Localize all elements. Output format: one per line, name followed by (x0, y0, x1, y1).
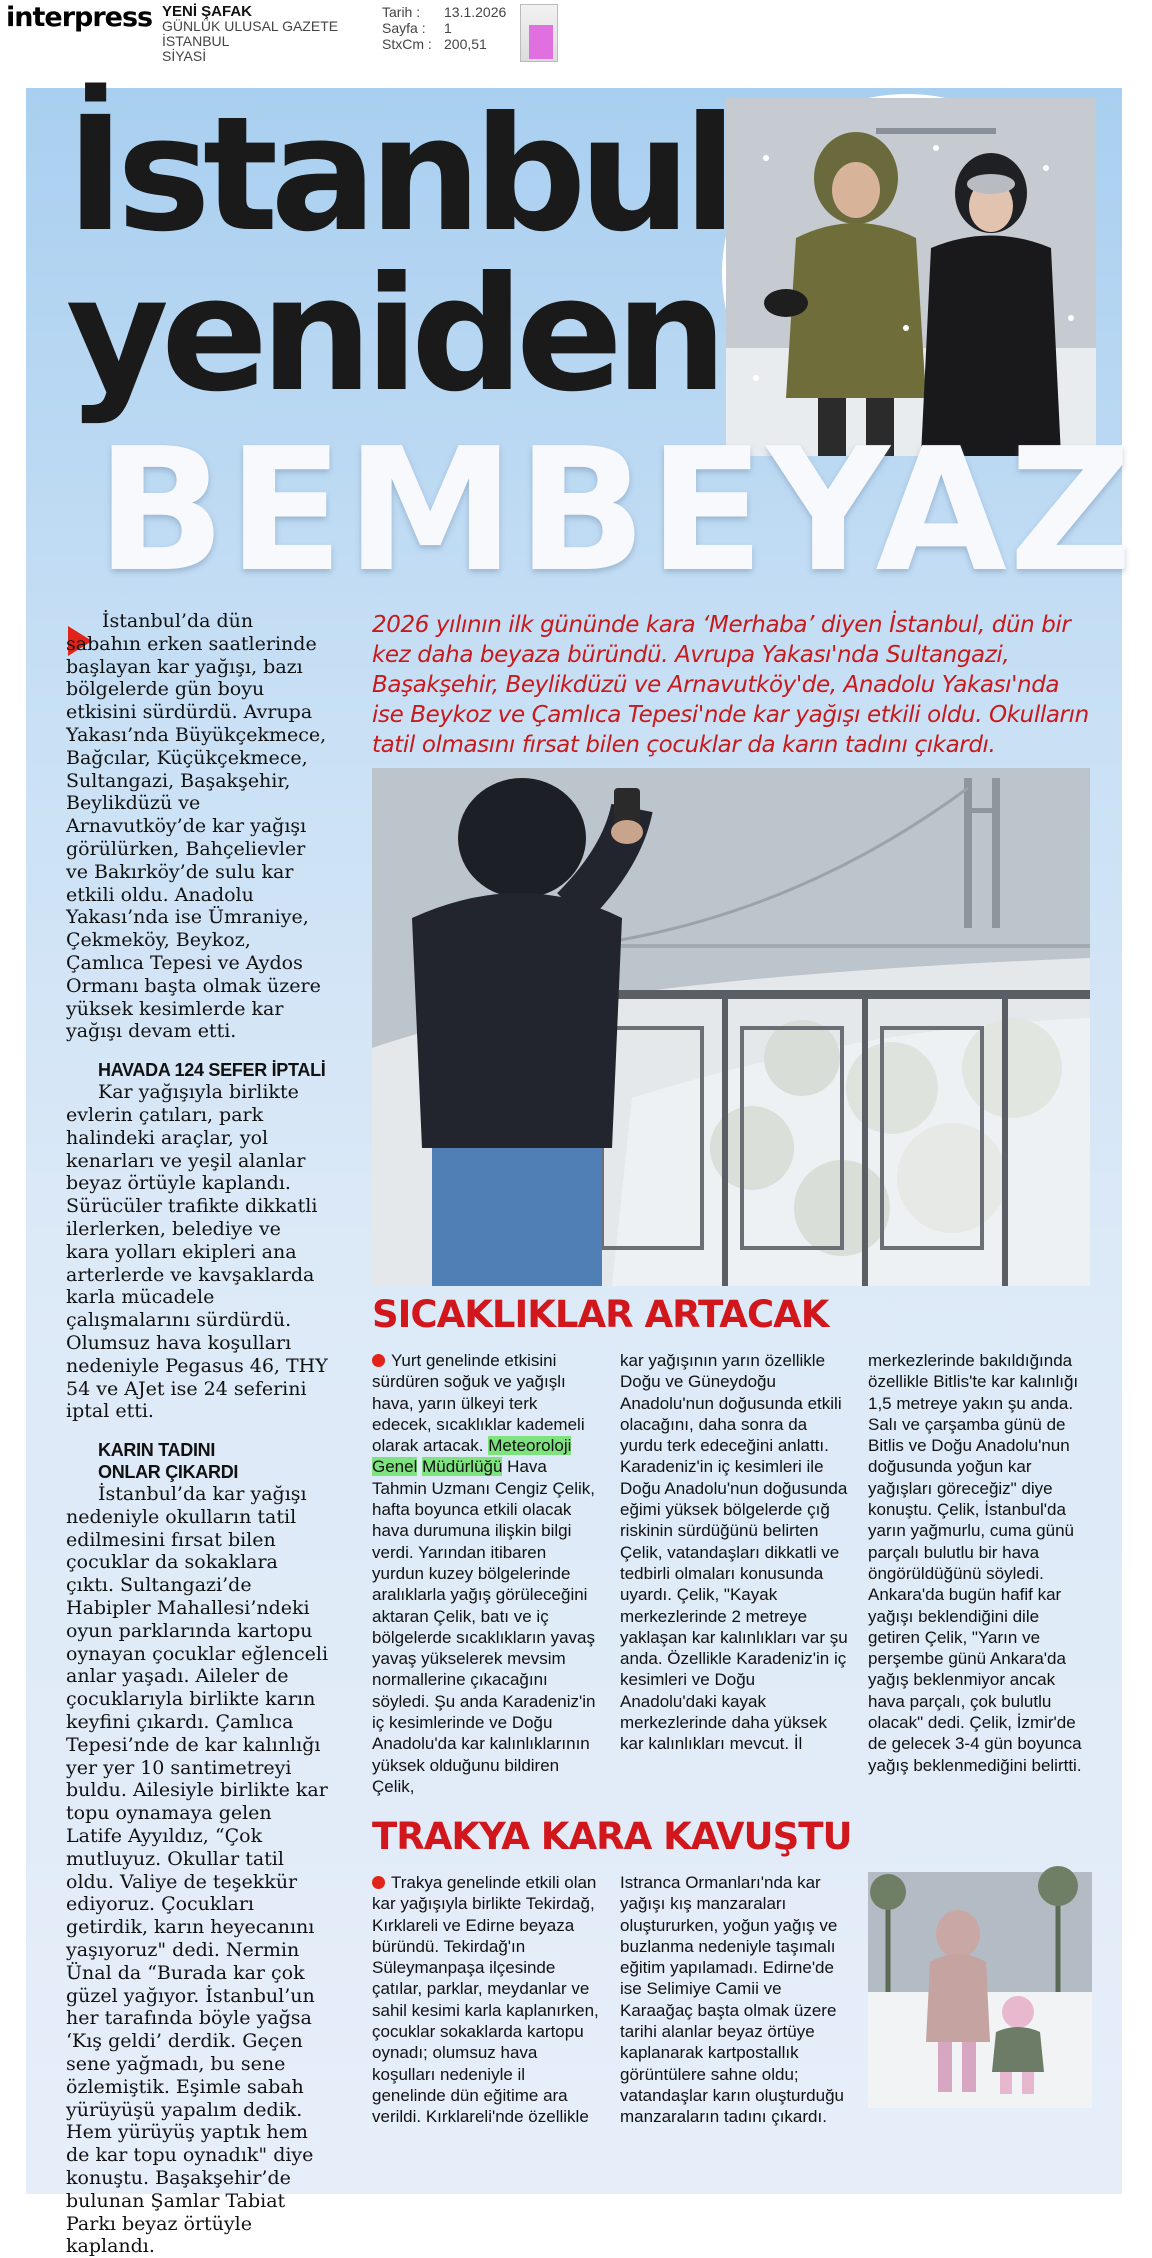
meta-stxcm-row (382, 36, 506, 52)
meta-page-row (382, 20, 506, 36)
mother-child-illustration (868, 1872, 1092, 2108)
publication-category: SİYASİ (162, 48, 207, 64)
bullet-dot-icon (372, 1354, 385, 1367)
subheading-children (98, 1439, 330, 1483)
meta-page-label: Sayfa : (382, 20, 426, 36)
paragraph-children: İstanbul’da kar yağışı nedeniyle okulların tatil edilmesini fırsat bilen çocuklar da sokaklara çıktı. Sultangazi’de Habipler Mahallesi’ndeki oyun parklarında kartopu oynayan çocuklar eğlenceli anlar yaşadı. Aileler de çocuklarıyla birlikte karın keyfini çıkardı. Çamlıca Tepesi’nde de kar kalınlığı yer yer 10 santimetreyi buldu. Ailesiyle birlikte kar topu oynamaya gelen Latife Ayyıldız, “Çok mutluyuz. Okullar tatil oldu. Valiye de teşekkür ediyoruz. Çocukları getirdik, karın heyecanını yaşıyoruz" dedi. Nermin Ünal da “Burada kar çok güzel yağıyor. İstanbul’un her tarafında böyle yağsa ‘Kış geldi’ derdik. Geçen sene yağmadı, bu sene özlemiştik. Eşimle sabah yürüyüşü yapalım dedik. Hem yürüyüş yaptık hem de kar topu oynadık" diye konuştu. Başakşehir’de bulunan Şamlar Tabiat Parkı beyaz örtüyle kaplandı. (66, 1483, 329, 2258)
clipping-meta (382, 4, 506, 52)
publication-city: İSTANBUL (162, 33, 230, 49)
page-thumbnail[interactable] (520, 4, 558, 62)
meta-stxcm-label: StxCm : (382, 36, 432, 52)
paragraph-flights: Kar yağışıyla birlikte evlerin çatıları, park halindeki araçlar, yol kenarları ve yeşil alanlar beyaz örtüyle kaplandı. Sürücüler trafikte dikkatli ilerlerken, belediye ve kara yolları ekipleri ana arterlerde ve kavşaklarda karla mücadele çalışmalarını sürdürdü. Olumsuz hava koşulları nedeniyle Pegasus 46, THY 54 ve AJet ise 24 seferini iptal etti. (66, 1081, 328, 1423)
meta-date-label: Tarih : (382, 4, 421, 20)
meta-date-row (382, 4, 506, 20)
headline-line-3: BEMBEYAZ (96, 412, 1135, 610)
publication-block (162, 4, 338, 64)
subheading-flight-cancellations: HAVADA 124 SEFER İPTALİ (98, 1060, 326, 1081)
section1-column-2: kar yağışının yarın özellikle Doğu ve Güneydoğu Anadolu'nun doğusunda etkili olacağını, daha sonra da yurdu terk edeceğini anlattı. Karadeniz'in iç kesimleri ile Doğu Anadolu'nun doğusunda eğimi yüksek bölgelerde çığ riskinin sürdüğünü belirten Çelik, vatandaşları dikkatli ve tedbirli olmaları konusunda uyardı. Çelik, "Kayak merkezlerinde 2 metreye yaklaşan kar kalınlıkları var şu anda. Özellikle Karadeniz'in iç kesimleri ve Doğu Anadolu'daki kayak merkezlerinde daha yüksek kar kalınlıkları mevcut. İl (620, 1351, 848, 1754)
subheading-children-line-2: ONLAR ÇIKARDI (98, 1462, 239, 1483)
meta-stxcm-value: 200,51 (444, 36, 487, 52)
section2-column-2: Istranca Ormanları'nda kar yağışı kış manzaraları oluştururken, yoğun yağış ve buzlanma nedeniyle taşımalı eğitim yapılamadı. Edirne'de ise Selimiye Camii ve Karaağaç başta olmak üzere tarihi alanlar beyaz örtüye kaplanarak kartpostallık görüntülere sahne oldu; vatandaşlar karın oluşturduğu manzaraların tadını çıkardı. (620, 1873, 844, 2127)
main-photo-bosphorus (372, 768, 1090, 1286)
left-column-story (66, 610, 330, 2258)
subheading-children-line-1: KARIN TADINI (98, 1440, 216, 1461)
section1-col1-text-a: Yurt genelinde etkisini sürdüren soğuk ve yağışlı hava, yarın ülkeyi terk edecek, sıcaklıklar kademeli olarak artacak. (372, 1351, 585, 1456)
headline-line-1: İstanbul (66, 83, 730, 267)
headline-line-2: yeniden (66, 243, 720, 427)
women-in-snow-illustration (726, 98, 1096, 456)
brand-logo: interpress (6, 2, 153, 33)
meta-date-value: 13.1.2026 (444, 4, 507, 20)
clipping-info-bar (0, 0, 1152, 80)
meta-page-value: 1 (444, 20, 452, 36)
mother-child-snow-photo (868, 1872, 1092, 2108)
publication-name: YENİ ŞAFAK (162, 3, 253, 20)
publication-type: GÜNLÜK ULUSAL GAZETE (162, 18, 339, 34)
highlight-mudurlugu: Müdürlüğü (422, 1457, 503, 1477)
section1-col1-text-b: Hava Tahmin Uzmanı Cengiz Çelik, hafta boyunca etkili olacak hava durumuna ilişkin bilgi verdi. Yarından itibaren yurdun kuzey bölgelerinde aralıklarla yağış görüleceğini aktaran Çelik, batı ve iç bölgelerde sıcaklıkların yavaş yavaş yükselerek mevsim normallerine çıkacağını söyledi. Şu anda Karadeniz'in iç kesimlerinde ve Doğu Anadolu'da kar kalınlıklarının yüksek olduğunu bildiren Çelik, (372, 1457, 596, 1796)
section1-column-1 (372, 1350, 600, 1797)
lead-paragraph: İstanbul’da dün sabahın erken saatlerinde başlayan kar yağışı, bazı bölgelerde gün boyu etkisini sürdürdü. Avrupa Yakası’nda Büyükçekmece, Bağcılar, Küçükçekmece, Sultangazi, Başakşehir, Beylikdüzü ve Arnavutköy’de kar yağışı görülürken, Bahçelievler ve Bakırköy’de sulu kar etkili oldu. Anadolu Yakası’nda ise Ümraniye, Çekmeköy, Beykoz, Çamlıca Tepesi ve Aydos Ormanı başta olmak üzere yüksek kesimlerde kar yağışı devam etti. (66, 610, 327, 1043)
bullet-dot-icon (372, 1876, 385, 1889)
article-deck: 2026 yılının ilk gününde kara ‘Merhaba’ diyen İstanbul, dün bir kez daha beyaza büründü. Avrupa Yakası'nda Sultangazi, Başakşehir, Beylikdüzü ve Arnavutköy'de, Anadolu Yakası'nda ise Beykoz ve Çamlıca Tepesi'nde kar yağışı etkili oldu. Okulların tatil olmasını fırsat bilen çocuklar da karın tadını çıkardı. (372, 612, 1089, 758)
main-photo-illustration (372, 768, 1090, 1286)
section1-column-3: merkezlerinde bakıldığında özellikle Bitlis'te kar kalınlığı 1,5 metreye yakın şu anda. Salı ve çarşamba günü de Bitlis ve Doğu Anadolu'nun doğusunda yoğun kar yağışları göreceğiz" diye konuştu. Çelik, İstanbul'da yarın yağmurlu, cuma günü parçalı bulutlu bir hava öngörüldüğünü söyledi. Ankara'da bugün hafif kar yağışı beklendiğini dile getiren Çelik, "Yarın ve perşembe günü Ankara'da yağış beklenmiyor ancak hava parçalı, çok bulutlu olacak" dedi. Çelik, İzmir'de de gelecek 3-4 gün boyunca yağış beklenmediğini belirtti. (868, 1351, 1082, 1775)
women-in-snow-photo (722, 94, 1092, 452)
section-title-temperatures: SICAKLIKLAR ARTACAK (372, 1293, 829, 1336)
thumbnail-article-marker (529, 25, 553, 59)
highlight-meteoroloji-genel: Meteoroloji Genel (372, 1436, 572, 1477)
section2-column-1 (372, 1872, 600, 2128)
section2-col1-text: Trakya genelinde etkili olan kar yağışıyla birlikte Tekirdağ, Kırklareli ve Edirne beyaza büründü. Tekirdağ'ın Süleymanpaşa ilçesinde çatılar, parklar, meydanlar ve sahil kesimi karla kaplanırken, çocuklar sokaklarda kartopu oynadı; olumsuz hava koşulları nedeniyle il genelinde dün eğitime ara verildi. Kırklareli'nde özellikle (372, 1873, 599, 2127)
section-title-thrace: TRAKYA KARA KAVUŞTU (372, 1815, 852, 1858)
